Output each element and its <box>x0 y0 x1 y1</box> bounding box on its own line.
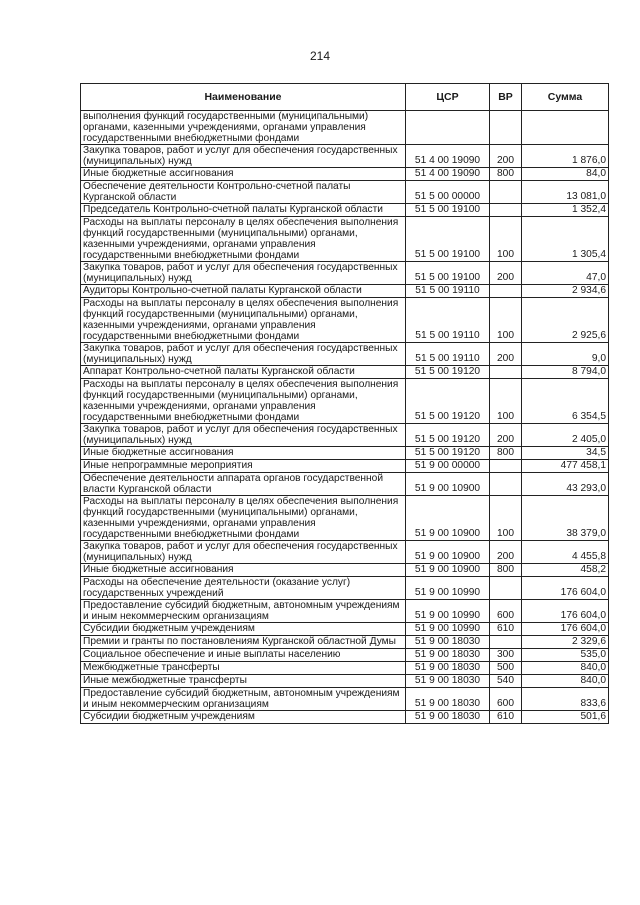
row-vr <box>490 181 522 204</box>
row-vr <box>490 577 522 600</box>
row-vr <box>490 204 522 217</box>
row-sum: 34,5 <box>522 447 609 460</box>
table-row <box>81 379 609 424</box>
row-vr <box>490 111 522 145</box>
row-name: Закупка товаров, работ и услуг для обеспечения государственных (муниципальных) нужд <box>81 343 406 366</box>
row-name: Субсидии бюджетным учреждениям <box>81 623 406 636</box>
row-csr: 51 9 00 10900 <box>406 564 490 577</box>
row-vr: 610 <box>490 623 522 636</box>
table-row <box>81 649 609 662</box>
row-sum: 2 329,6 <box>522 636 609 649</box>
row-csr: 51 9 00 18030 <box>406 675 490 688</box>
row-sum: 6 354,5 <box>522 379 609 424</box>
row-name: Иные бюджетные ассигнования <box>81 168 406 181</box>
table-row <box>81 688 609 711</box>
table-row <box>81 217 609 262</box>
row-csr: 51 9 00 10900 <box>406 496 490 541</box>
row-sum: 477 458,1 <box>522 460 609 473</box>
row-name: Закупка товаров, работ и услуг для обеспечения государственных (муниципальных) нужд <box>81 262 406 285</box>
table-row <box>81 473 609 496</box>
row-vr <box>490 366 522 379</box>
row-sum: 43 293,0 <box>522 473 609 496</box>
row-csr: 51 9 00 10990 <box>406 623 490 636</box>
row-sum: 4 455,8 <box>522 541 609 564</box>
table-row <box>81 285 609 298</box>
table-row <box>81 366 609 379</box>
row-name: Закупка товаров, работ и услуг для обеспечения государственных (муниципальных) нужд <box>81 424 406 447</box>
row-name: Расходы на выплаты персоналу в целях обеспечения выполнения функций государственными (муниципальными) органами, казенными учреждениями, органами управления государственными внебюджетными фондами <box>81 298 406 343</box>
row-csr: 51 5 00 19110 <box>406 343 490 366</box>
row-csr: 51 5 00 19120 <box>406 366 490 379</box>
row-csr: 51 4 00 19090 <box>406 168 490 181</box>
row-sum: 176 604,0 <box>522 623 609 636</box>
row-csr: 51 4 00 19090 <box>406 145 490 168</box>
table-row <box>81 623 609 636</box>
header-vr: ВР <box>490 84 522 111</box>
row-name: Аудиторы Контрольно-счетной палаты Курганской области <box>81 285 406 298</box>
row-csr: 51 9 00 10900 <box>406 541 490 564</box>
row-vr <box>490 460 522 473</box>
row-name: Расходы на выплаты персоналу в целях обеспечения выполнения функций государственными (муниципальными) органами, казенными учреждениями, органами управления государственными внебюджетными фондами <box>81 379 406 424</box>
row-sum: 458,2 <box>522 564 609 577</box>
row-csr <box>406 111 490 145</box>
table-row <box>81 460 609 473</box>
row-sum: 13 081,0 <box>522 181 609 204</box>
row-sum: 2 925,6 <box>522 298 609 343</box>
table-row <box>81 541 609 564</box>
table-row <box>81 564 609 577</box>
row-name: Закупка товаров, работ и услуг для обеспечения государственных (муниципальных) нужд <box>81 145 406 168</box>
row-vr: 540 <box>490 675 522 688</box>
row-name: Расходы на выплаты персоналу в целях обеспечения выполнения функций государственными (муниципальными) органами, казенными учреждениями, органами управления государственными внебюджетными фондами <box>81 217 406 262</box>
row-sum: 833,6 <box>522 688 609 711</box>
row-vr: 200 <box>490 424 522 447</box>
row-vr: 600 <box>490 600 522 623</box>
row-vr: 200 <box>490 145 522 168</box>
row-vr: 100 <box>490 379 522 424</box>
table-row <box>81 662 609 675</box>
table-row <box>81 424 609 447</box>
row-csr: 51 5 00 00000 <box>406 181 490 204</box>
row-vr: 300 <box>490 649 522 662</box>
row-sum: 840,0 <box>522 675 609 688</box>
row-sum: 9,0 <box>522 343 609 366</box>
row-name: Предоставление субсидий бюджетным, автономным учреждениям и иным некоммерческим организациям <box>81 688 406 711</box>
row-name: Обеспечение деятельности Контрольно-счетной палаты Курганской области <box>81 181 406 204</box>
row-name: Обеспечение деятельности аппарата органов государственной власти Курганской области <box>81 473 406 496</box>
row-sum: 501,6 <box>522 711 609 724</box>
row-sum: 84,0 <box>522 168 609 181</box>
table-row <box>81 447 609 460</box>
row-sum: 38 379,0 <box>522 496 609 541</box>
row-csr: 51 5 00 19100 <box>406 217 490 262</box>
row-vr: 800 <box>490 564 522 577</box>
table-row <box>81 496 609 541</box>
row-sum: 535,0 <box>522 649 609 662</box>
table-row <box>81 204 609 217</box>
row-csr: 51 5 00 19110 <box>406 298 490 343</box>
row-csr: 51 9 00 18030 <box>406 662 490 675</box>
table-row <box>81 711 609 724</box>
row-vr <box>490 473 522 496</box>
row-vr: 200 <box>490 541 522 564</box>
row-name: Иные бюджетные ассигнования <box>81 564 406 577</box>
header-csr: ЦСР <box>406 84 490 111</box>
row-name: Иные межбюджетные трансферты <box>81 675 406 688</box>
table-row <box>81 181 609 204</box>
table-row <box>81 577 609 600</box>
row-sum <box>522 111 609 145</box>
table-row <box>81 111 609 145</box>
row-csr: 51 9 00 00000 <box>406 460 490 473</box>
row-vr: 200 <box>490 262 522 285</box>
row-sum: 840,0 <box>522 662 609 675</box>
row-name: выполнения функций государственными (муниципальными) органами, казенными учреждениями, органами управления государственными внебюджетными фондами <box>81 111 406 145</box>
row-vr: 500 <box>490 662 522 675</box>
table-row <box>81 298 609 343</box>
header-sum: Сумма <box>522 84 609 111</box>
row-sum: 176 604,0 <box>522 577 609 600</box>
row-name: Иные бюджетные ассигнования <box>81 447 406 460</box>
row-sum: 8 794,0 <box>522 366 609 379</box>
row-csr: 51 5 00 19100 <box>406 204 490 217</box>
row-name: Расходы на обеспечение деятельности (оказание услуг) государственных учреждений <box>81 577 406 600</box>
table-row <box>81 262 609 285</box>
row-csr: 51 9 00 10990 <box>406 600 490 623</box>
row-sum: 2 405,0 <box>522 424 609 447</box>
table-row <box>81 343 609 366</box>
row-sum: 47,0 <box>522 262 609 285</box>
row-csr: 51 9 00 18030 <box>406 636 490 649</box>
page-number: 214 <box>309 49 331 63</box>
row-name: Предоставление субсидий бюджетным, автономным учреждениям и иным некоммерческим организациям <box>81 600 406 623</box>
row-csr: 51 9 00 10990 <box>406 577 490 600</box>
row-vr <box>490 636 522 649</box>
row-name: Расходы на выплаты персоналу в целях обеспечения выполнения функций государственными (муниципальными) органами, казенными учреждениями, органами управления государственными внебюджетными фондами <box>81 496 406 541</box>
row-sum: 176 604,0 <box>522 600 609 623</box>
row-name: Социальное обеспечение и иные выплаты населению <box>81 649 406 662</box>
row-csr: 51 5 00 19120 <box>406 447 490 460</box>
row-csr: 51 9 00 18030 <box>406 649 490 662</box>
row-vr: 800 <box>490 168 522 181</box>
row-vr: 610 <box>490 711 522 724</box>
budget-table <box>80 83 609 724</box>
row-name: Межбюджетные трансферты <box>81 662 406 675</box>
row-vr: 800 <box>490 447 522 460</box>
table-row <box>81 636 609 649</box>
row-name: Иные непрограммные мероприятия <box>81 460 406 473</box>
row-name: Закупка товаров, работ и услуг для обеспечения государственных (муниципальных) нужд <box>81 541 406 564</box>
row-vr: 200 <box>490 343 522 366</box>
row-csr: 51 9 00 18030 <box>406 711 490 724</box>
row-csr: 51 9 00 10900 <box>406 473 490 496</box>
row-vr <box>490 285 522 298</box>
row-vr: 100 <box>490 217 522 262</box>
row-csr: 51 5 00 19120 <box>406 379 490 424</box>
table-row <box>81 675 609 688</box>
table-row <box>81 145 609 168</box>
row-csr: 51 5 00 19100 <box>406 262 490 285</box>
row-csr: 51 5 00 19120 <box>406 424 490 447</box>
row-name: Аппарат Контрольно-счетной палаты Курганской области <box>81 366 406 379</box>
row-name: Премии и гранты по постановлениям Курганской областной Думы <box>81 636 406 649</box>
row-vr: 600 <box>490 688 522 711</box>
row-sum: 1 305,4 <box>522 217 609 262</box>
row-sum: 2 934,6 <box>522 285 609 298</box>
row-csr: 51 5 00 19110 <box>406 285 490 298</box>
header-name: Наименование <box>81 84 406 111</box>
row-csr: 51 9 00 18030 <box>406 688 490 711</box>
row-name: Председатель Контрольно-счетной палаты Курганской области <box>81 204 406 217</box>
row-sum: 1 876,0 <box>522 145 609 168</box>
row-sum: 1 352,4 <box>522 204 609 217</box>
table-row <box>81 168 609 181</box>
table-header-row <box>81 84 609 111</box>
row-name: Субсидии бюджетным учреждениям <box>81 711 406 724</box>
row-vr: 100 <box>490 496 522 541</box>
row-vr: 100 <box>490 298 522 343</box>
table-row <box>81 600 609 623</box>
